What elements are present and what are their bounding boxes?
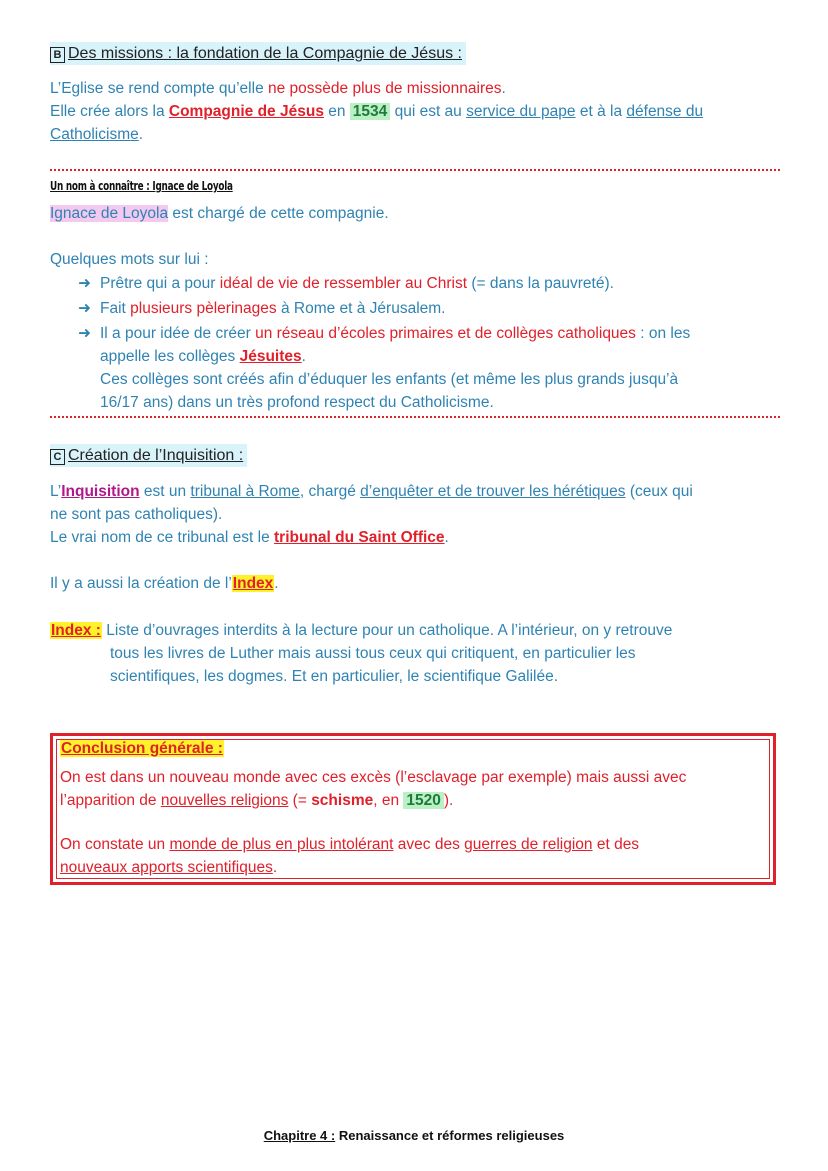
bullet-3 — [78, 322, 778, 345]
text: (= dans la pauvreté). — [467, 275, 614, 292]
text: . — [301, 348, 306, 365]
index-creation — [50, 572, 279, 595]
section-c-title-text: Création de l’Inquisition : — [68, 447, 244, 464]
section-letter: B — [50, 47, 65, 63]
text: : on les — [635, 325, 691, 342]
year-1520: 1520 — [403, 792, 443, 809]
tribunal-rome: tribunal à Rome — [190, 483, 300, 500]
text: Il y a aussi la création de l’ — [50, 575, 232, 592]
arrow-icon: ➜ — [78, 325, 91, 342]
conclusion-title: Conclusion générale : — [61, 740, 223, 757]
text: ). — [443, 792, 454, 809]
service-du-pape: service du pape — [466, 103, 576, 120]
text: (ceux qui — [625, 483, 693, 500]
text: et des — [592, 836, 640, 853]
footer-title: Renaissance et réformes religieuses — [335, 1128, 565, 1143]
loyola-intro — [50, 202, 389, 225]
catholicisme: Catholicisme — [50, 126, 139, 143]
text: en — [323, 103, 350, 120]
text: Fait — [100, 300, 131, 317]
bullet-2 — [78, 297, 778, 320]
text: On est dans un nouveau monde avec ces excès (l’esclavage par exemple) mais aussi avec — [60, 769, 687, 786]
company-name: Compagnie de Jésus — [168, 103, 324, 120]
text: Il a pour idée de créer — [100, 325, 256, 342]
page-footer — [0, 1124, 828, 1147]
section-c-paragraph — [50, 480, 785, 549]
text: est un — [139, 483, 191, 500]
text-red: idéal de vie de ressembler au Christ — [219, 275, 468, 292]
text: L’ — [50, 483, 62, 500]
text: qui est au — [390, 103, 467, 120]
section-b-title-text: Des missions : la fondation de la Compagnie de Jésus : — [68, 45, 462, 62]
text: Liste d’ouvrages interdits à la lecture pour un catholique. A l’intérieur, on y retrouve — [101, 622, 673, 639]
schisme: schisme — [311, 792, 374, 809]
section-b-title — [50, 42, 466, 65]
loyola-name: Ignace de Loyola — [50, 205, 169, 222]
conclusion-content — [60, 737, 772, 879]
loyola-heading-text: Un nom à connaître : Ignace de Loyola — [50, 179, 233, 193]
text: scientifiques, les dogmes. Et en particulier, le scientifique Galilée. — [110, 668, 559, 685]
text: , chargé — [299, 483, 361, 500]
text: avec des — [393, 836, 465, 853]
arrow-icon: ➜ — [78, 300, 91, 317]
footer-chapter: Chapitre 4 : — [263, 1128, 336, 1143]
text: Le vrai nom de ce tribunal est le — [50, 529, 275, 546]
text: est chargé de cette compagnie. — [168, 205, 389, 222]
monde-intolerant: monde de plus en plus intolérant — [169, 836, 394, 853]
text-red: plusieurs pèlerinages — [130, 300, 277, 317]
text: On constate un — [60, 836, 170, 853]
apports-scientifiques: nouveaux apports scientifiques — [60, 859, 273, 876]
text: (= — [288, 792, 312, 809]
year-1534: 1534 — [350, 103, 390, 120]
text: . — [138, 126, 144, 143]
index-definition — [50, 619, 785, 688]
saint-office: tribunal du Saint Office — [274, 529, 445, 546]
text: . — [272, 859, 278, 876]
text: 16/17 ans) dans un très profond respect du Catholicisme. — [100, 394, 494, 411]
section-letter: C — [50, 449, 65, 465]
dotted-divider — [50, 416, 780, 418]
text: . — [444, 529, 449, 546]
nouvelles-religions: nouvelles religions — [160, 792, 289, 809]
text: ne sont pas catholiques). — [50, 506, 223, 523]
section-c-title — [50, 444, 247, 467]
text-red: un réseau d’écoles primaires et de collèges catholiques — [255, 325, 636, 342]
text: Elle crée alors la — [50, 103, 169, 120]
text: , en — [373, 792, 404, 809]
section-b-paragraph — [50, 77, 780, 146]
text: . — [501, 80, 506, 97]
loyola-heading — [50, 174, 273, 198]
index-def-label: Index : — [51, 622, 101, 639]
text: L’Eglise se rend compte qu’elle — [50, 80, 268, 97]
text: Ces collèges sont créés afin d’éduquer les enfants (et même les plus grands jusqu’à — [100, 371, 679, 388]
dotted-divider — [50, 169, 780, 171]
inquisition: Inquisition — [61, 483, 140, 500]
jesuites: Jésuites — [239, 348, 302, 365]
index-label: Index — [232, 575, 274, 592]
bullet-1 — [78, 272, 778, 295]
guerres-religion: guerres de religion — [464, 836, 593, 853]
arrow-icon: ➜ — [78, 275, 91, 292]
text-red: ne possède plus de missionnaires — [268, 80, 502, 97]
quelques-mots: Quelques mots sur lui : — [50, 251, 209, 268]
text: et à la — [575, 103, 627, 120]
text: . — [274, 575, 279, 592]
text: à Rome et à Jérusalem. — [276, 300, 446, 317]
defense-du: défense du — [626, 103, 704, 120]
bullet-3-cont — [100, 345, 780, 414]
text: Prêtre qui a pour — [100, 275, 220, 292]
enqueter: d’enquêter et de trouver les hérétiques — [360, 483, 626, 500]
text: appelle les collèges — [100, 348, 240, 365]
text: tous les livres de Luther mais aussi tous ceux qui critiquent, en particulier les — [110, 645, 636, 662]
text: l’apparition de — [60, 792, 161, 809]
